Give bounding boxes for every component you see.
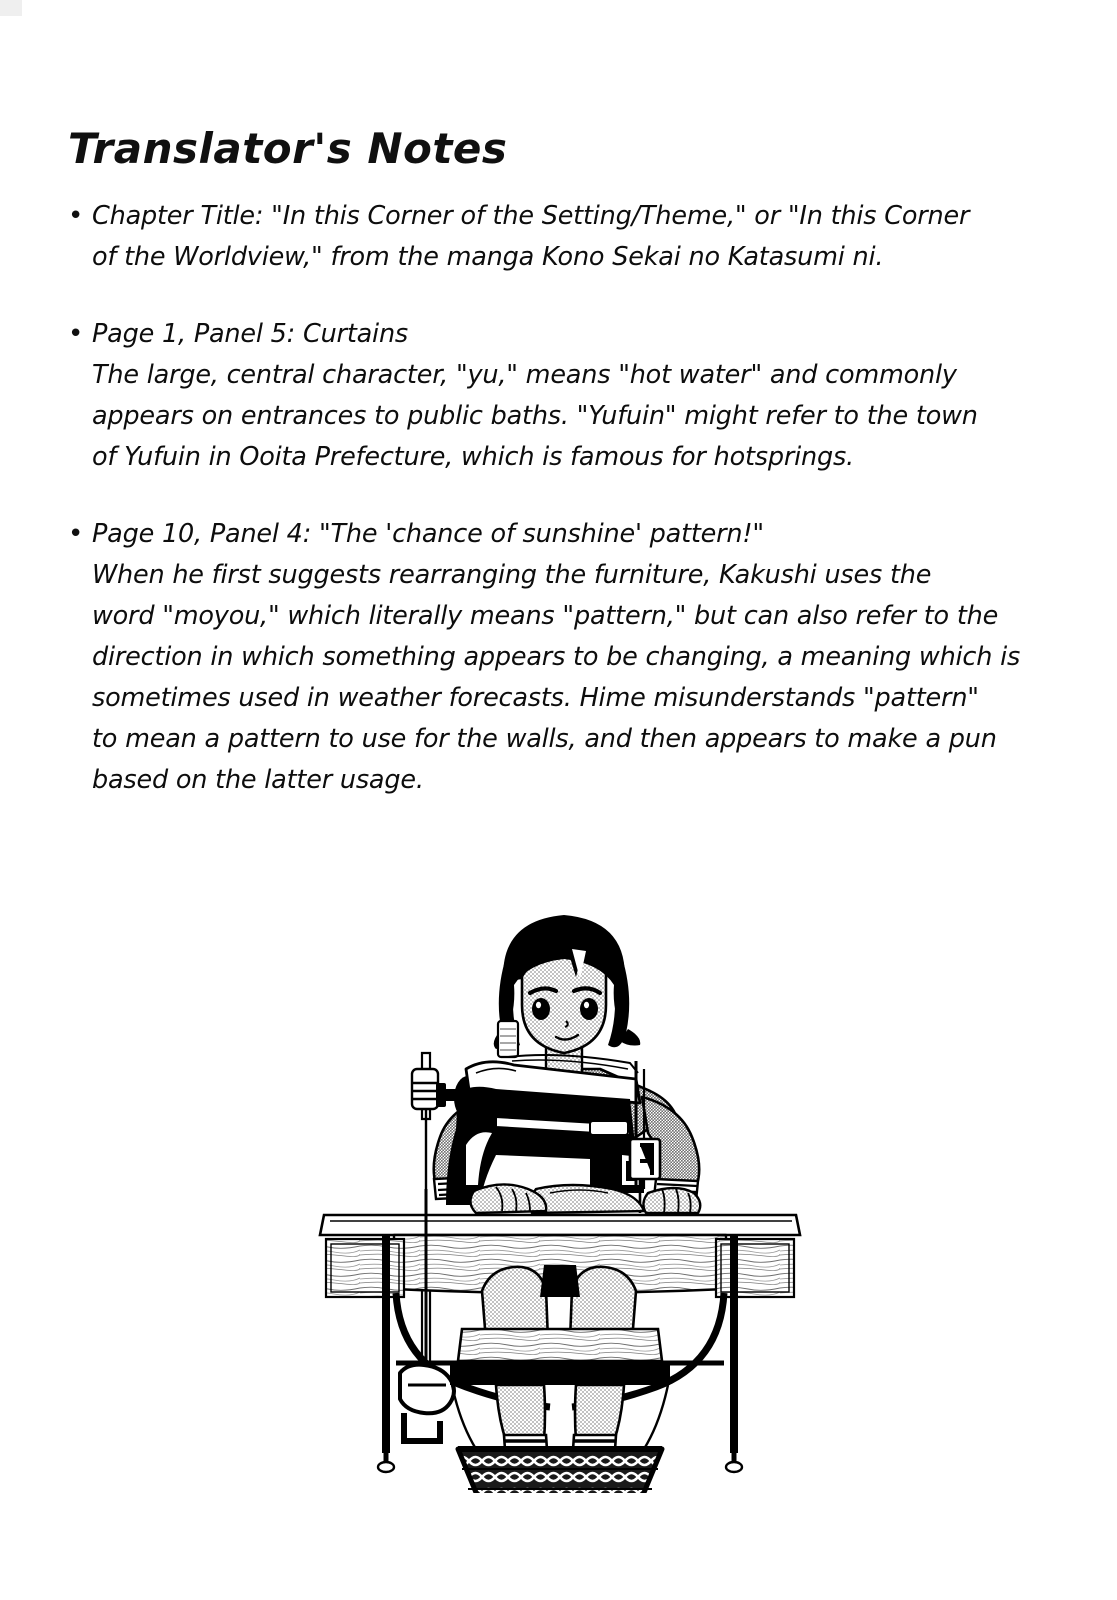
note-line: based on the latter usage. bbox=[92, 765, 424, 795]
list-item bbox=[62, 196, 1052, 278]
wicker-basket bbox=[458, 1449, 662, 1493]
note-line: to mean a pattern to use for the walls, and then appears to make a pun bbox=[92, 724, 997, 754]
page-title: Translator's Notes bbox=[68, 124, 508, 174]
note-line: appears on entrances to public baths. "Yufuin" might refer to the town bbox=[92, 401, 978, 431]
note-text bbox=[92, 314, 1052, 478]
note-text bbox=[92, 196, 1052, 278]
page-corner-smudge bbox=[0, 0, 22, 16]
note-line: Page 10, Panel 4: "The 'chance of sunshine' pattern!" bbox=[92, 519, 764, 549]
note-line: of Yufuin in Ooita Prefecture, which is famous for hotsprings. bbox=[92, 442, 854, 472]
note-line: Page 1, Panel 5: Curtains bbox=[92, 319, 408, 349]
sewing-machine-illustration bbox=[300, 893, 820, 1493]
note-line: sometimes used in weather forecasts. Hime misunderstands "pattern" bbox=[92, 683, 979, 713]
note-text bbox=[92, 514, 1052, 801]
note-line: Chapter Title: "In this Corner of the Setting/Theme," or "In this Corner bbox=[92, 201, 970, 231]
list-bullet: • bbox=[68, 319, 84, 349]
note-line: word "moyou," which literally means "pattern," but can also refer to the bbox=[92, 601, 999, 631]
note-line: When he first suggests rearranging the furniture, Kakushi uses the bbox=[92, 560, 932, 590]
list-bullet: • bbox=[68, 201, 84, 231]
illustration-artwork bbox=[320, 915, 800, 1493]
sewing-machine bbox=[412, 1021, 660, 1213]
list-item bbox=[62, 514, 1052, 801]
translator-notes-list bbox=[62, 196, 1052, 837]
list-bullet: • bbox=[68, 519, 84, 549]
note-line: of the Worldview," from the manga Kono Sekai no Katasumi ni. bbox=[92, 242, 884, 272]
list-item bbox=[62, 314, 1052, 478]
girl-legs bbox=[450, 1265, 670, 1477]
note-line: direction in which something appears to be changing, a meaning which is bbox=[92, 642, 1021, 672]
note-line: The large, central character, "yu," means "hot water" and commonly bbox=[92, 360, 957, 390]
